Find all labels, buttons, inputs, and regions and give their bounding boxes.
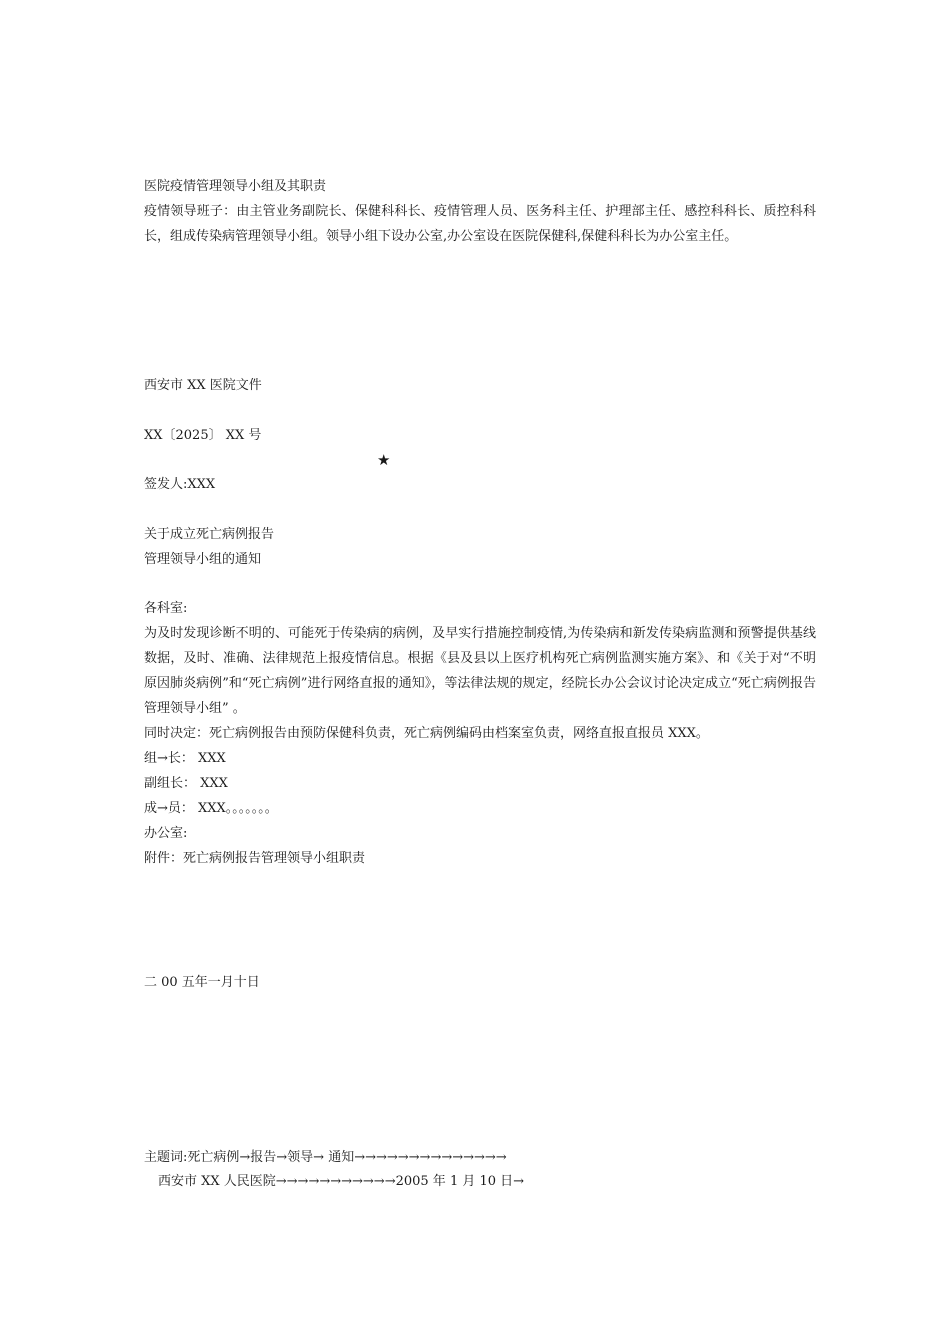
notice-body-paragraph: 为及时发现诊断不明的、可能死于传染病的病例，及早实行措施控制疫情,为传染病和新发传染病监测和预警提供基线数据，及时、准确、法律规范上报疫情信息。根据《县及县以上医疗机构死亡病例监测实施方案》、和《关于对“不明原因肺炎病例”和“死亡病例”进行网络直报的通知》，等法律法规的规定，经院长办公会议讨论决定成立“死亡病例报告管理领导小组” 。 bbox=[144, 626, 816, 716]
attachment-line: 附件：死亡病例报告管理领导小组职责 bbox=[144, 851, 366, 866]
document-heading: 西安市 XX 医院文件 bbox=[144, 378, 262, 393]
section-title: 医院疫情管理领导小组及其职责 bbox=[144, 179, 327, 194]
notice-title-line-1: 关于成立死亡病例报告 bbox=[144, 527, 275, 542]
issuer-line: 西安市 XX 人民医院→→→→→→→→→→→2005 年 1 月 10 日→ bbox=[158, 1174, 525, 1189]
star-icon: ★ bbox=[377, 451, 391, 469]
members-line: 成→员： XXX。。。。。。。 bbox=[144, 801, 278, 816]
subject-keywords: 主题词:死亡病例→报告→领导→ 通知→→→→→→→→→→→→→→ bbox=[144, 1150, 507, 1165]
issue-date: 二 00 五年一月十日 bbox=[144, 975, 260, 990]
signer-line: 签发人:XXX bbox=[144, 477, 216, 492]
notice-title-line-2: 管理领导小组的通知 bbox=[144, 552, 262, 567]
decision-line: 同时决定：死亡病例报告由预防保健科负责，死亡病例编码由档案室负责，网络直报直报员 XXX。 bbox=[144, 726, 709, 741]
deputy-line: 副组长： XXX bbox=[144, 776, 228, 791]
salutation: 各科室: bbox=[144, 601, 188, 616]
office-line: 办公室: bbox=[144, 826, 188, 841]
leader-line: 组→长： XXX bbox=[144, 751, 226, 766]
document-number: XX〔2025〕 XX 号 bbox=[144, 428, 262, 443]
leadership-paragraph: 疫情领导班子：由主管业务副院长、保健科科长、疫情管理人员、医务科主任、护理部主任、感控科科长、质控科科长，组成传染病管理领导小组。领导小组下设办公室,办公室设在医院保健科,保健科科长为办公室主任。 bbox=[144, 204, 816, 244]
